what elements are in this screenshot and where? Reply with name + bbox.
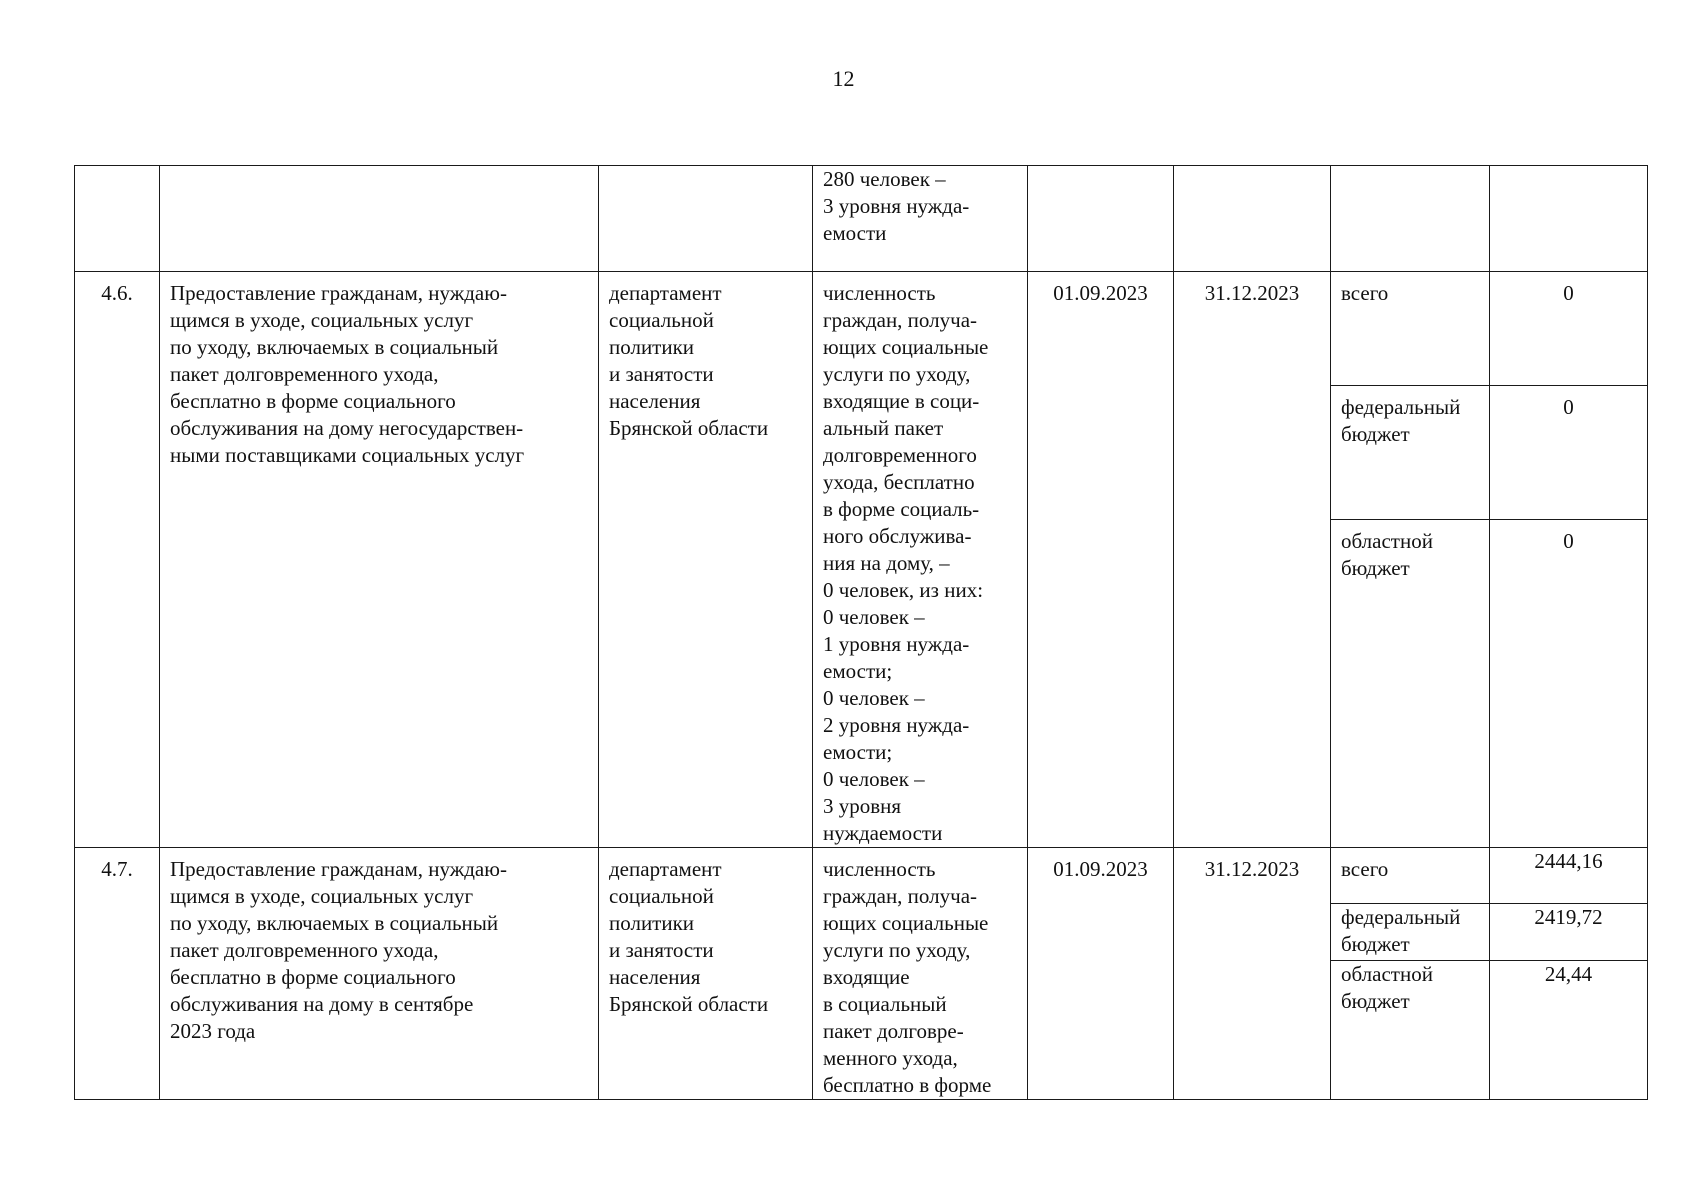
funding-source-cell: федеральный бюджет (1331, 904, 1490, 961)
row-number (75, 166, 160, 272)
executor-cell: департамент социальной политики и занятости населения Брянской области (599, 272, 813, 848)
start-date-cell (1028, 166, 1174, 272)
end-date-cell: 31.12.2023 (1174, 848, 1331, 1100)
measures-table (74, 165, 1648, 1100)
funding-amount-cell (1490, 166, 1648, 272)
row-number: 4.6. (75, 272, 160, 848)
table-row (75, 272, 1648, 386)
funding-source-cell: всего (1331, 848, 1490, 904)
measure-cell (160, 166, 599, 272)
funding-source-cell (1331, 166, 1490, 272)
indicator-cell: численность граждан, получа- ющих социальные услуги по уходу, входящие в социальный пакет долговре- менного ухода, бесплатно в форме (813, 848, 1028, 1100)
row-number: 4.7. (75, 848, 160, 1100)
executor-cell (599, 166, 813, 272)
funding-amount-cell: 0 (1490, 272, 1648, 386)
table-row (75, 848, 1648, 904)
end-date-cell (1174, 166, 1331, 272)
funding-amount-cell: 2444,16 (1490, 848, 1648, 904)
page-number: 12 (832, 66, 855, 91)
funding-amount-cell: 0 (1490, 385, 1648, 520)
executor-cell: департамент социальной политики и занятости населения Брянской области (599, 848, 813, 1100)
funding-source-cell: федеральный бюджет (1331, 385, 1490, 520)
measure-cell: Предоставление гражданам, нуждаю- щимся в уходе, социальных услуг по уходу, включаемых в социальный пакет долговременного ухода, бесплатно в форме социального обслуживания на дому негосударствен- ными поставщиками социальных услуг (160, 272, 599, 848)
funding-amount-cell: 2419,72 (1490, 904, 1648, 961)
indicator-cell: 280 человек – 3 уровня нужда- емости (813, 166, 1028, 272)
end-date-cell: 31.12.2023 (1174, 272, 1331, 848)
start-date-cell: 01.09.2023 (1028, 272, 1174, 848)
measure-cell: Предоставление гражданам, нуждаю- щимся в уходе, социальных услуг по уходу, включаемых в социальный пакет долговременного ухода, бесплатно в форме социального обслуживания на дому в сентябре 2023 года (160, 848, 599, 1100)
indicator-cell: численность граждан, получа- ющих социальные услуги по уходу, входящие в соци- альный пакет долговременного ухода, бесплатно в форме социаль- ного обслужива- ния на дому, – 0 человек, из них: 0 человек – 1 уровня нужда- емости; 0 человек – 2 уровня нужда- емости; 0 человек – 3 уровня нуждаемости (813, 272, 1028, 848)
table-row (75, 166, 1648, 272)
start-date-cell: 01.09.2023 (1028, 848, 1174, 1100)
funding-source-cell: областной бюджет (1331, 961, 1490, 1100)
funding-amount-cell: 24,44 (1490, 961, 1648, 1100)
funding-amount-cell: 0 (1490, 520, 1648, 848)
funding-source-cell: областной бюджет (1331, 520, 1490, 848)
funding-source-cell: всего (1331, 272, 1490, 386)
